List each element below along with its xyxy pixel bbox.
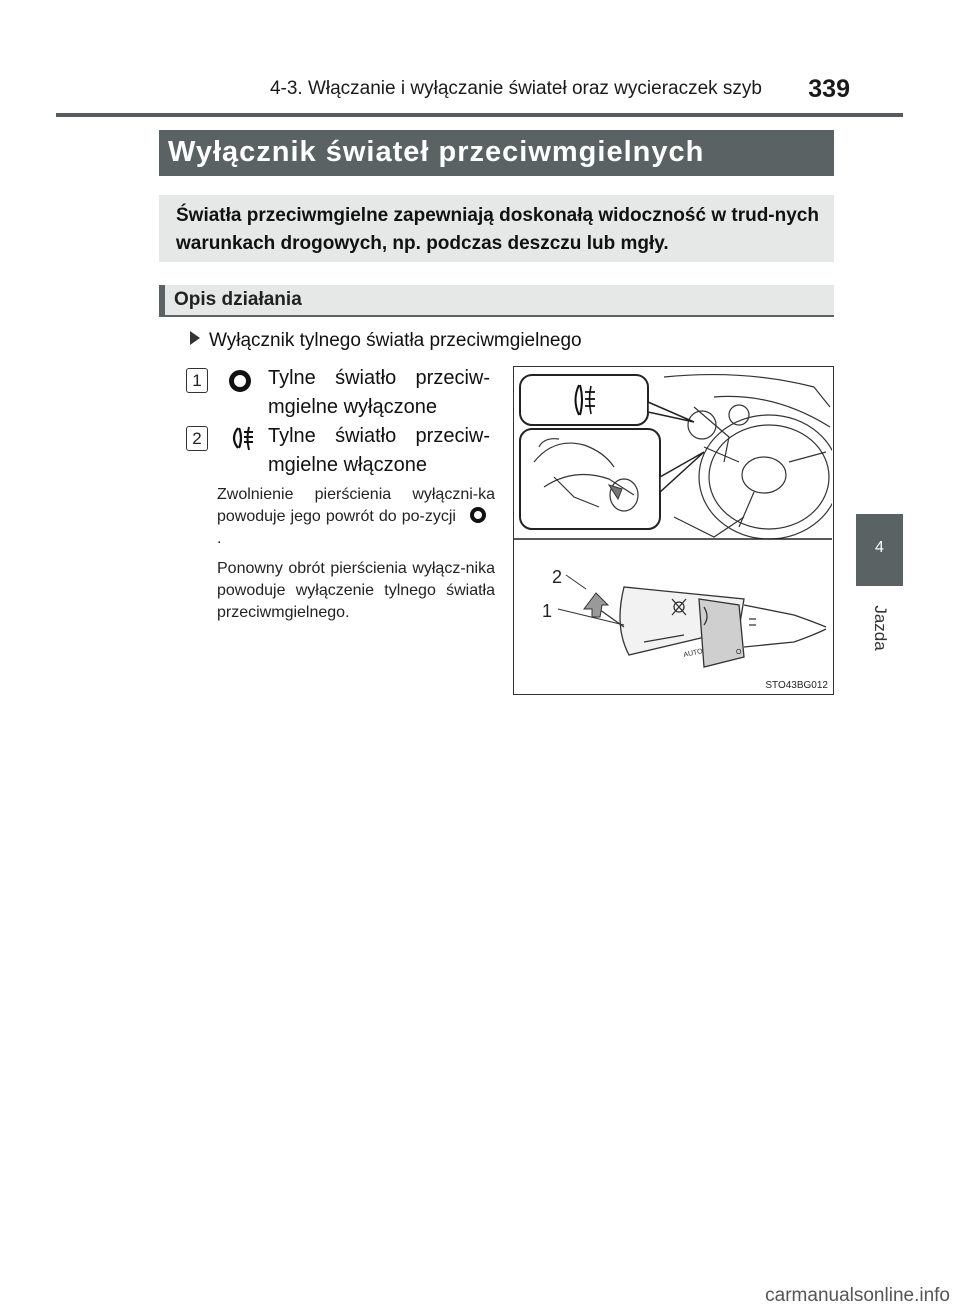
switch-illustration	[514, 367, 832, 693]
rear-fog-light-icon	[226, 423, 256, 453]
item-number-1: 1	[186, 368, 208, 393]
item-1-line1: Tylne światło przeciw-	[268, 367, 490, 389]
fog-off-inline-icon	[469, 506, 487, 524]
bullet-item	[190, 330, 582, 352]
item-number-2: 2	[186, 426, 208, 451]
chapter-tab[interactable]	[856, 514, 903, 586]
subsection-underline	[159, 315, 834, 317]
callout-1: 1	[542, 601, 553, 621]
note-1-text: Zwolnienie pierścienia wyłączni-ka powoduje jego powrót do po-zycji	[217, 486, 495, 525]
chapter-tab-number: 4	[875, 539, 884, 556]
item-2-line2: mgielne włączone	[268, 454, 427, 476]
watermark: carmanualsonline.info	[765, 1285, 950, 1306]
chapter-title: 4-3. Włączanie i wyłączanie świateł oraz wycieraczek szyb	[269, 78, 762, 99]
chapter-tab-label	[868, 598, 892, 658]
note-1-end: .	[217, 530, 222, 547]
subsection-bar	[159, 285, 165, 317]
callout-2: 2	[552, 567, 563, 587]
note-turn-ring: Ponowny obrót pierścienia wyłącz-nika powoduje wyłączenie tylnego światła przeciwmgielnego.	[217, 560, 495, 621]
chapter-tab-label-text: Jazda	[871, 605, 890, 651]
switch-auto-label: AUTO	[682, 648, 704, 659]
subsection-title: Opis działania	[174, 289, 302, 310]
switch-off-label: O	[736, 649, 742, 656]
subsection-heading	[159, 285, 834, 317]
fog-off-icon	[228, 369, 252, 393]
bullet-text: Wyłącznik tylnego światła przeciwmgielnego	[209, 330, 582, 351]
section-title-text: Wyłącznik świateł przeciwmgielnych	[168, 136, 705, 168]
intro-box	[159, 195, 834, 262]
header-rule	[56, 113, 903, 117]
illustration-fog-switch	[513, 366, 834, 695]
triangle-bullet-icon	[190, 331, 200, 345]
page-number: 339	[808, 75, 850, 103]
page-header	[0, 75, 850, 108]
figure-code: STO43BG012	[765, 680, 828, 691]
intro-text: Światła przeciwmgielne zapewniają doskonałą widoczność w trud-nych warunkach drogowych, np. podczas deszczu lub mgły.	[176, 205, 819, 254]
item-2-line1: Tylne światło przeciw-	[268, 425, 490, 447]
item-1-line2: mgielne wyłączone	[268, 396, 437, 418]
note-release-ring	[217, 484, 495, 550]
section-title	[159, 130, 834, 176]
